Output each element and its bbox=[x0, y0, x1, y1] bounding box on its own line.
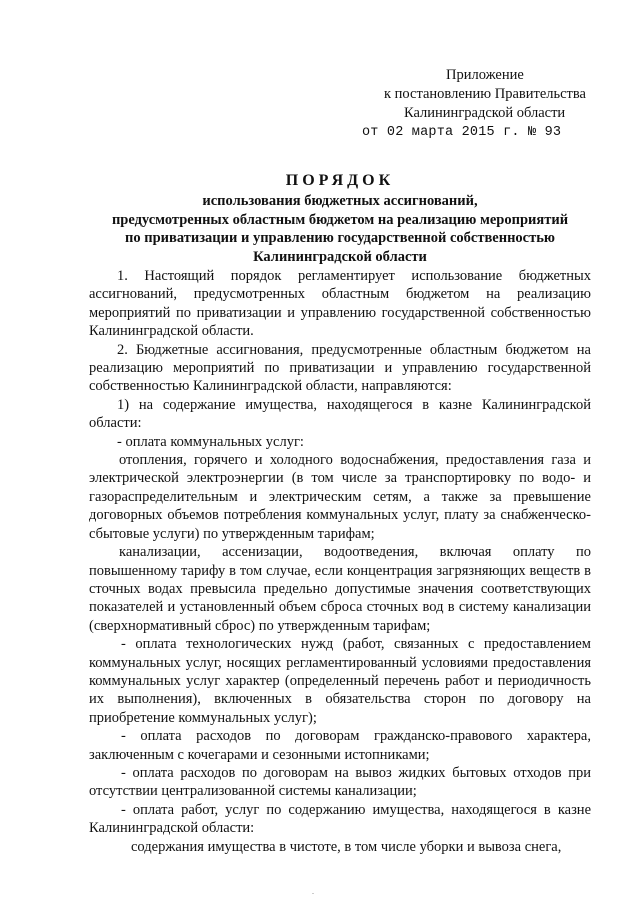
document-title bbox=[80, 170, 600, 266]
paragraph-11: содержания имущества в чистоте, в том числе уборки и вывоза снега, bbox=[131, 838, 562, 855]
paragraph-8: - оплата расходов по договорам гражданско-правового характера, заключенным с кочегарами и сезонными истопниками; bbox=[89, 728, 591, 763]
title-line-3: по приватизации и управлению государственной собственностью bbox=[125, 230, 555, 246]
paragraph-9: - оплата расходов по договорам на вывоз жидких бытовых отходов при отсутствии централизованной системы канализации; bbox=[89, 764, 591, 800]
title-main: ПОРЯДОК bbox=[285, 172, 395, 189]
approval-block bbox=[350, 66, 610, 142]
title-line-4: Калининградской области bbox=[253, 248, 427, 265]
paragraph-2: 2. Бюджетные ассигнования, предусмотренные областным бюджетом на реализацию мероприятий по приватизации и управлению государственной собственностью Калининградской области, направляются: bbox=[89, 341, 591, 395]
paragraph-3: 1) на содержание имущества, находящегося в казне Калининградской области: bbox=[89, 396, 591, 432]
paragraph-1: 1. Настоящий порядок регламентирует использование бюджетных ассигнований, предусмотренных областным бюджетом на реализацию мероприятий по приватизации и управлению государственной собственностью Калининградской области. bbox=[89, 268, 591, 340]
title-line-1: использования бюджетных ассигнований, bbox=[202, 193, 478, 209]
approval-line-appendix: Приложение bbox=[446, 67, 524, 83]
paragraph-7: - оплата технологических нужд (работ, связанных с предоставлением коммунальных услуг, носящих регламентированный условиями предоставления коммунальных услуг характер (определенный перечень работ и периодичность их выполнения), включенных в обязательства сторон по договору на приобретение коммунальных услуг); bbox=[89, 636, 591, 726]
paragraph-5: отопления, горячего и холодного водоснабжения, предоставления газа и электрической электроэнергии (в том числе за транспортировку по водо- и газораспределительным и электрическим сетям, а также за превышение договорных объемов потребления коммунальных услуг, плату за снабженческо-сбытовые услуги) по утвержденным тарифам; bbox=[89, 452, 591, 542]
approval-line-region: Калининградской области bbox=[404, 105, 566, 121]
title-line-2: предусмотренных областным бюджетом на реализацию мероприятий bbox=[111, 211, 569, 228]
approval-line-resolution: к постановлению Правительства bbox=[384, 86, 586, 102]
scan-speck bbox=[312, 893, 314, 894]
paragraph-6: канализации, ассенизации, водоотведения, включая оплату по повышенному тарифу в том случае, если концентрация загрязняющих веществ в сточных водах превысила предельно допустимые значения соответствующих показателей и установленный объем сброса сточных вод в систему канализации (сверхнормативный сброс) по утвержденным тарифам; bbox=[89, 544, 591, 634]
paragraph-10: - оплата работ, услуг по содержанию имущества, находящегося в казне Калининградской области: bbox=[89, 801, 591, 837]
paragraph-4: - оплата коммунальных услуг: bbox=[117, 433, 304, 450]
document-body bbox=[89, 267, 591, 856]
approval-line-date: от 02 марта 2015 г. № 93 bbox=[362, 125, 562, 140]
